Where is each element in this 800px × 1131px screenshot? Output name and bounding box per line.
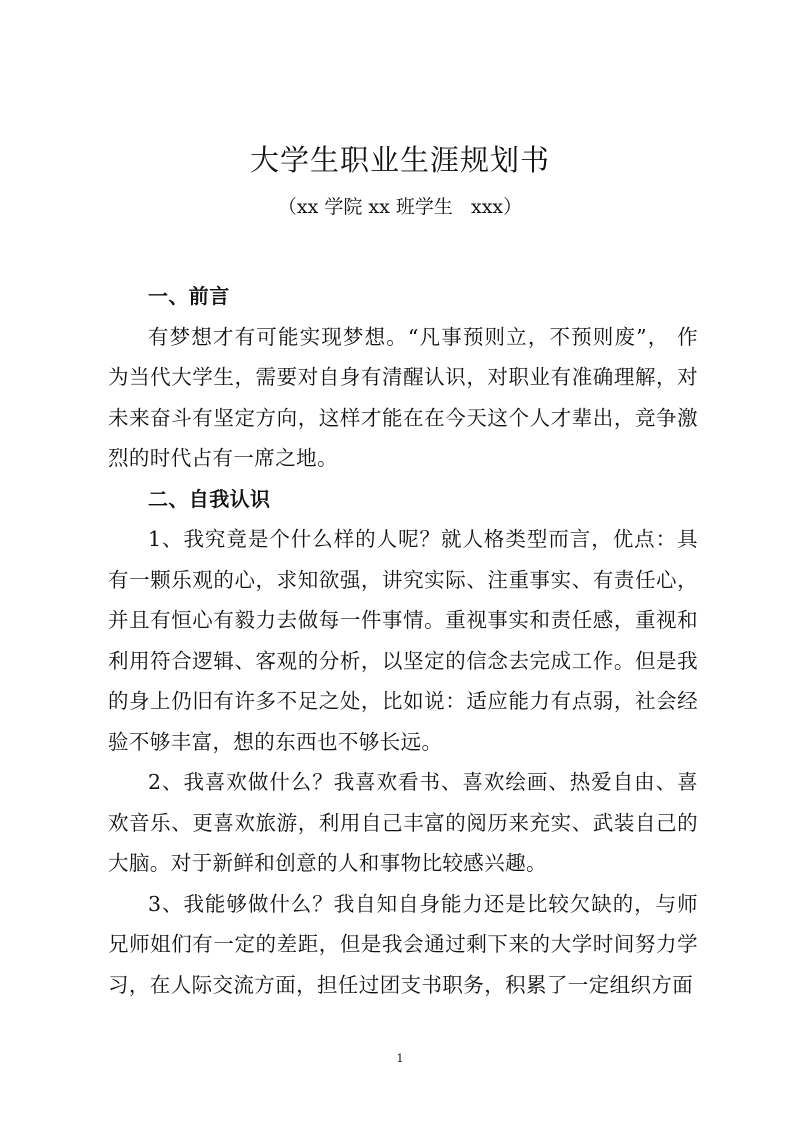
page-number: 1 (396, 1052, 404, 1065)
document-title: 大学生职业生涯规划书 (249, 143, 550, 177)
self-awareness-paragraph-1: 1、我究竟是个什么样的人呢？就人格类型而言，优点：具有一颗乐观的心，求知欲强，讲究实际、注重事实、有责任心，并且有恒心有毅力去做每一件事情。重视事实和责任感，重视和利用符合逻辑、客观的分析，以坚定的信念去完成工作。但是我的身上仍旧有许多不足之处，比如说：适应能力有点弱，社会经验不够丰富，想的东西也不够长远。 (108, 527, 698, 754)
self-awareness-paragraph-3: 3、我能够做什么？我自知自身能力还是比较欠缺的，与师兄师姐们有一定的差距，但是我会通过剩下来的大学时间努力学习，在人际交流方面，担任过团支书职务，积累了一定组织方面 (108, 891, 698, 997)
document-body (108, 276, 698, 1005)
document-subtitle: （xx 学院 xx 班学生 xxx） (277, 196, 523, 218)
section-heading-self-awareness: 二、自我认识 (148, 486, 271, 511)
section-heading-preface: 一、前言 (148, 284, 230, 308)
preface-paragraph: 有梦想才有可能实现梦想。“凡事预则立，不预则废”， 作为当代大学生，需要对自身有清醒认识，对职业有准确理解，对未来奋斗有坚定方向，这样才能在在今天这个人才辈出，竞争激烈的时代占有一席之地。 (108, 324, 698, 470)
self-awareness-paragraph-2: 2、我喜欢做什么？我喜欢看书、喜欢绘画、热爱自由、喜欢音乐、更喜欢旅游，利用自己丰富的阅历来充实、武装自己的大脑。对于新鲜和创意的人和事物比较感兴趣。 (108, 770, 698, 875)
